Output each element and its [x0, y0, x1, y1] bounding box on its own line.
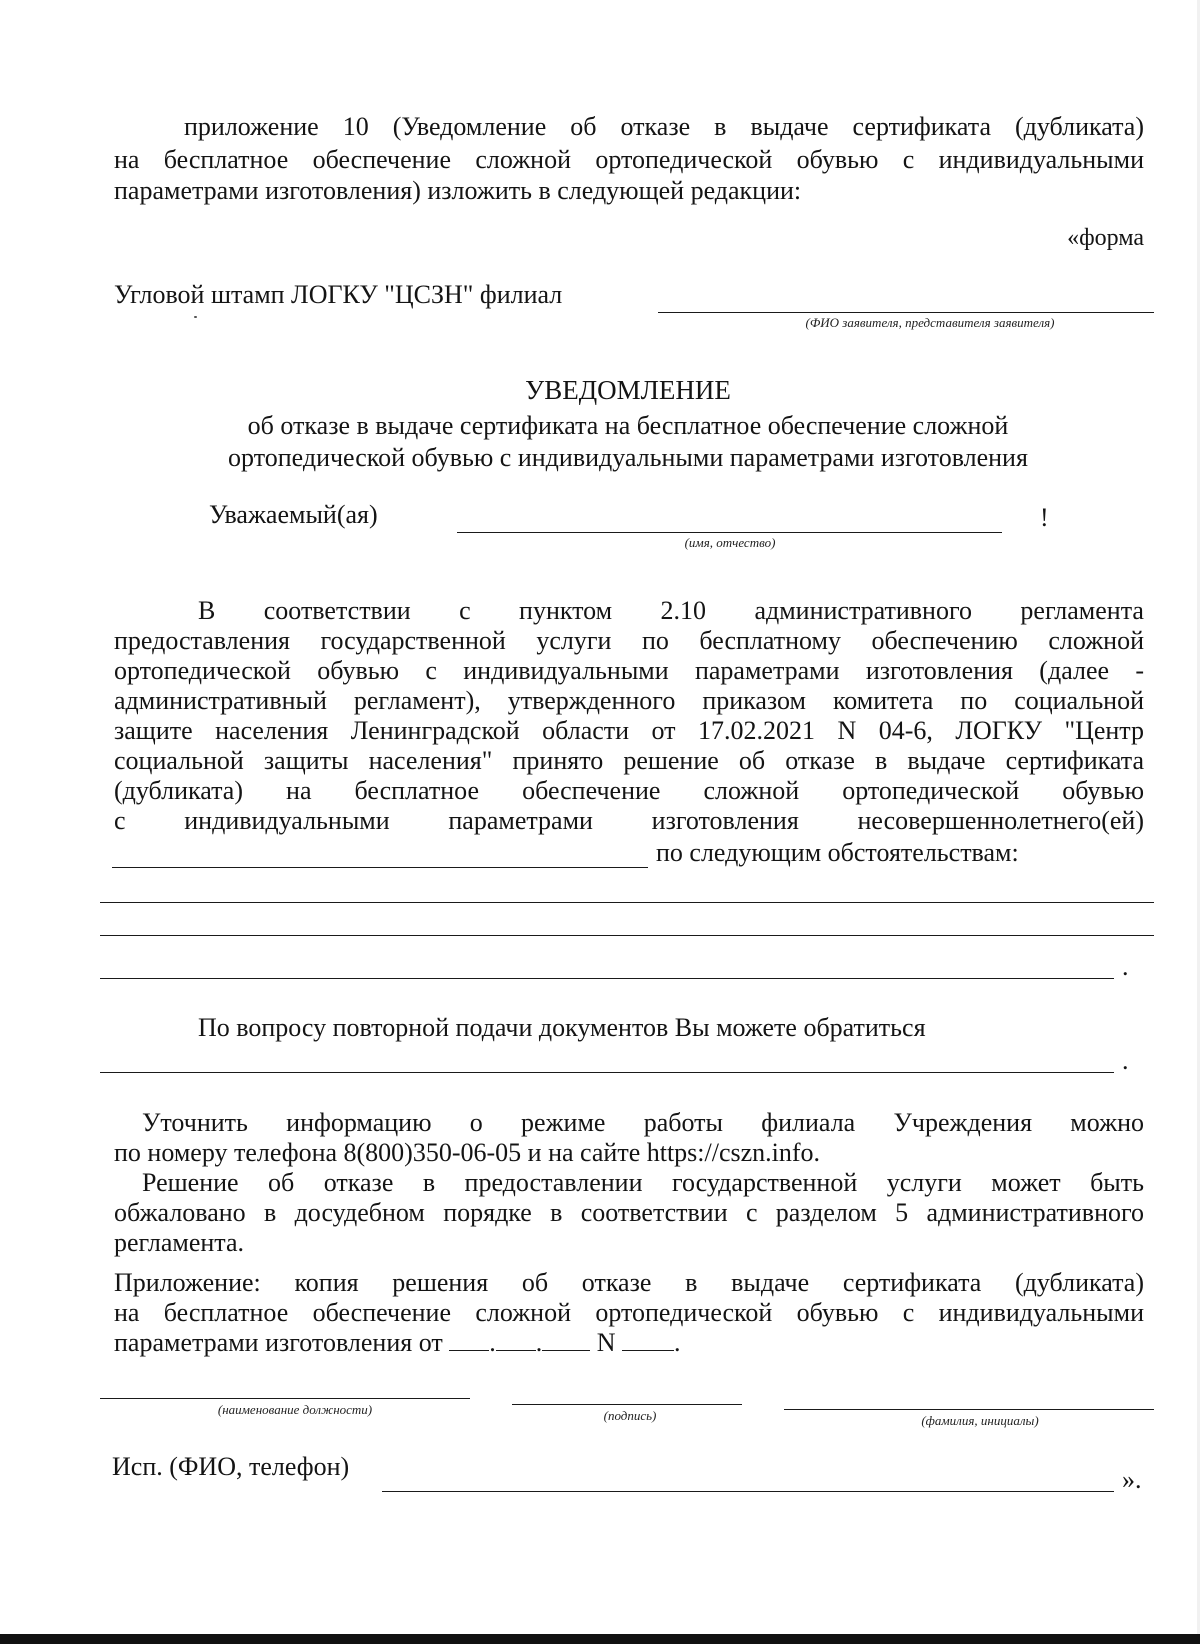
appeal-line-2: обжаловано в досудебном порядке в соответствии с разделом 5 административного	[114, 1198, 1144, 1227]
full-name-caption: (фамилия, инициалы)	[921, 1413, 1039, 1428]
signature-line	[512, 1404, 742, 1405]
body-line-7: (дубликата) на бесплатное обеспечение сложной ортопедической обувью	[114, 776, 1144, 805]
attachment-month-blank	[496, 1328, 536, 1351]
body-line-5: защите населения Ленинградской области от 17.02.2021 N 04-6, ЛОГКУ "Центр	[114, 716, 1144, 745]
reason-line-1	[100, 902, 1154, 903]
body-line-1: В соответствии с пунктом 2.10 административного регламента	[198, 596, 1144, 625]
recipient-name-line	[457, 532, 1002, 533]
reason-period: .	[1122, 952, 1129, 981]
signature-caption: (подпись)	[603, 1408, 657, 1423]
applicant-caption: (ФИО заявителя, представителя заявителя)	[805, 315, 1055, 330]
appeal-line-1: Решение об отказе в предоставлении государственной услуги может быть	[142, 1168, 1144, 1197]
resubmit-text: По вопросу повторной подачи документов Вы можете обратиться	[198, 1013, 926, 1042]
body-line-6: социальной защиты населения" принято решение об отказе в выдаче сертификата	[114, 746, 1144, 775]
greeting-exclamation: !	[1040, 503, 1049, 532]
attachment-year-blank	[542, 1328, 590, 1351]
resubmit-contact-line	[100, 1072, 1114, 1073]
notice-title: УВЕДОМЛЕНИЕ	[525, 375, 731, 405]
intro-line-2: на бесплатное обеспечение сложной ортопедической обувью с индивидуальными	[114, 145, 1144, 174]
intro-line-1: приложение 10 (Уведомление об отказе в выдаче сертификата (дубликата)	[184, 112, 1144, 141]
closing-quote: ».	[1122, 1465, 1142, 1494]
executor-line	[382, 1491, 1114, 1492]
position-line	[100, 1398, 470, 1399]
attachment-line-3: параметрами изготовления от . . N .	[114, 1328, 681, 1357]
greeting-label: Уважаемый(ая)	[209, 500, 378, 529]
resubmit-period: .	[1122, 1046, 1129, 1075]
attachment-day-blank	[449, 1328, 489, 1351]
scan-bottom-edge	[0, 1634, 1200, 1644]
body-line-3: ортопедической обувью с индивидуальными параметрами изготовления (далее -	[114, 656, 1144, 685]
reason-line-2	[100, 935, 1154, 936]
attachment-number-blank	[622, 1328, 674, 1351]
minor-name-line	[112, 867, 648, 868]
position-caption: (наименование должности)	[217, 1402, 373, 1417]
reason-line-3	[100, 978, 1114, 979]
notice-subtitle-line-2: ортопедической обувью с индивидуальными параметрами изготовления	[228, 443, 1028, 472]
intro-line-3: параметрами изготовления) изложить в следующей редакции:	[114, 176, 802, 205]
info-line-1: Уточнить информацию о режиме работы филиала Учреждения можно	[142, 1108, 1144, 1137]
body-line-4: административный регламент), утвержденного приказом комитета по социальной	[114, 686, 1144, 715]
corner-stamp-label: Угловой штамп ЛОГКУ "ЦСЗН" филиал	[114, 280, 563, 309]
scan-speck	[194, 316, 197, 318]
notice-subtitle-line-1: об отказе в выдаче сертификата на бесплатное обеспечение сложной	[247, 411, 1009, 440]
recipient-name-caption: (имя, отчество)	[684, 535, 776, 550]
attachment-line-2: на бесплатное обеспечение сложной ортопедической обувью с индивидуальными	[114, 1298, 1144, 1327]
circumstances-label: по следующим обстоятельствам:	[656, 838, 1019, 867]
full-name-line	[784, 1409, 1154, 1410]
body-line-2: предоставления государственной услуги по бесплатному обеспечению сложной	[114, 626, 1144, 655]
body-line-8: с индивидуальными параметрами изготовления несовершеннолетнего(ей)	[114, 806, 1144, 835]
applicant-name-line	[658, 312, 1154, 313]
executor-label: Исп. (ФИО, телефон)	[112, 1452, 350, 1481]
attachment-line-1: Приложение: копия решения об отказе в выдаче сертификата (дубликата)	[114, 1268, 1144, 1297]
info-line-2: по номеру телефона 8(800)350-06-05 и на сайте https://cszn.info.	[114, 1138, 821, 1167]
form-mark: «форма	[1067, 225, 1144, 251]
appeal-line-3: регламента.	[114, 1228, 245, 1257]
